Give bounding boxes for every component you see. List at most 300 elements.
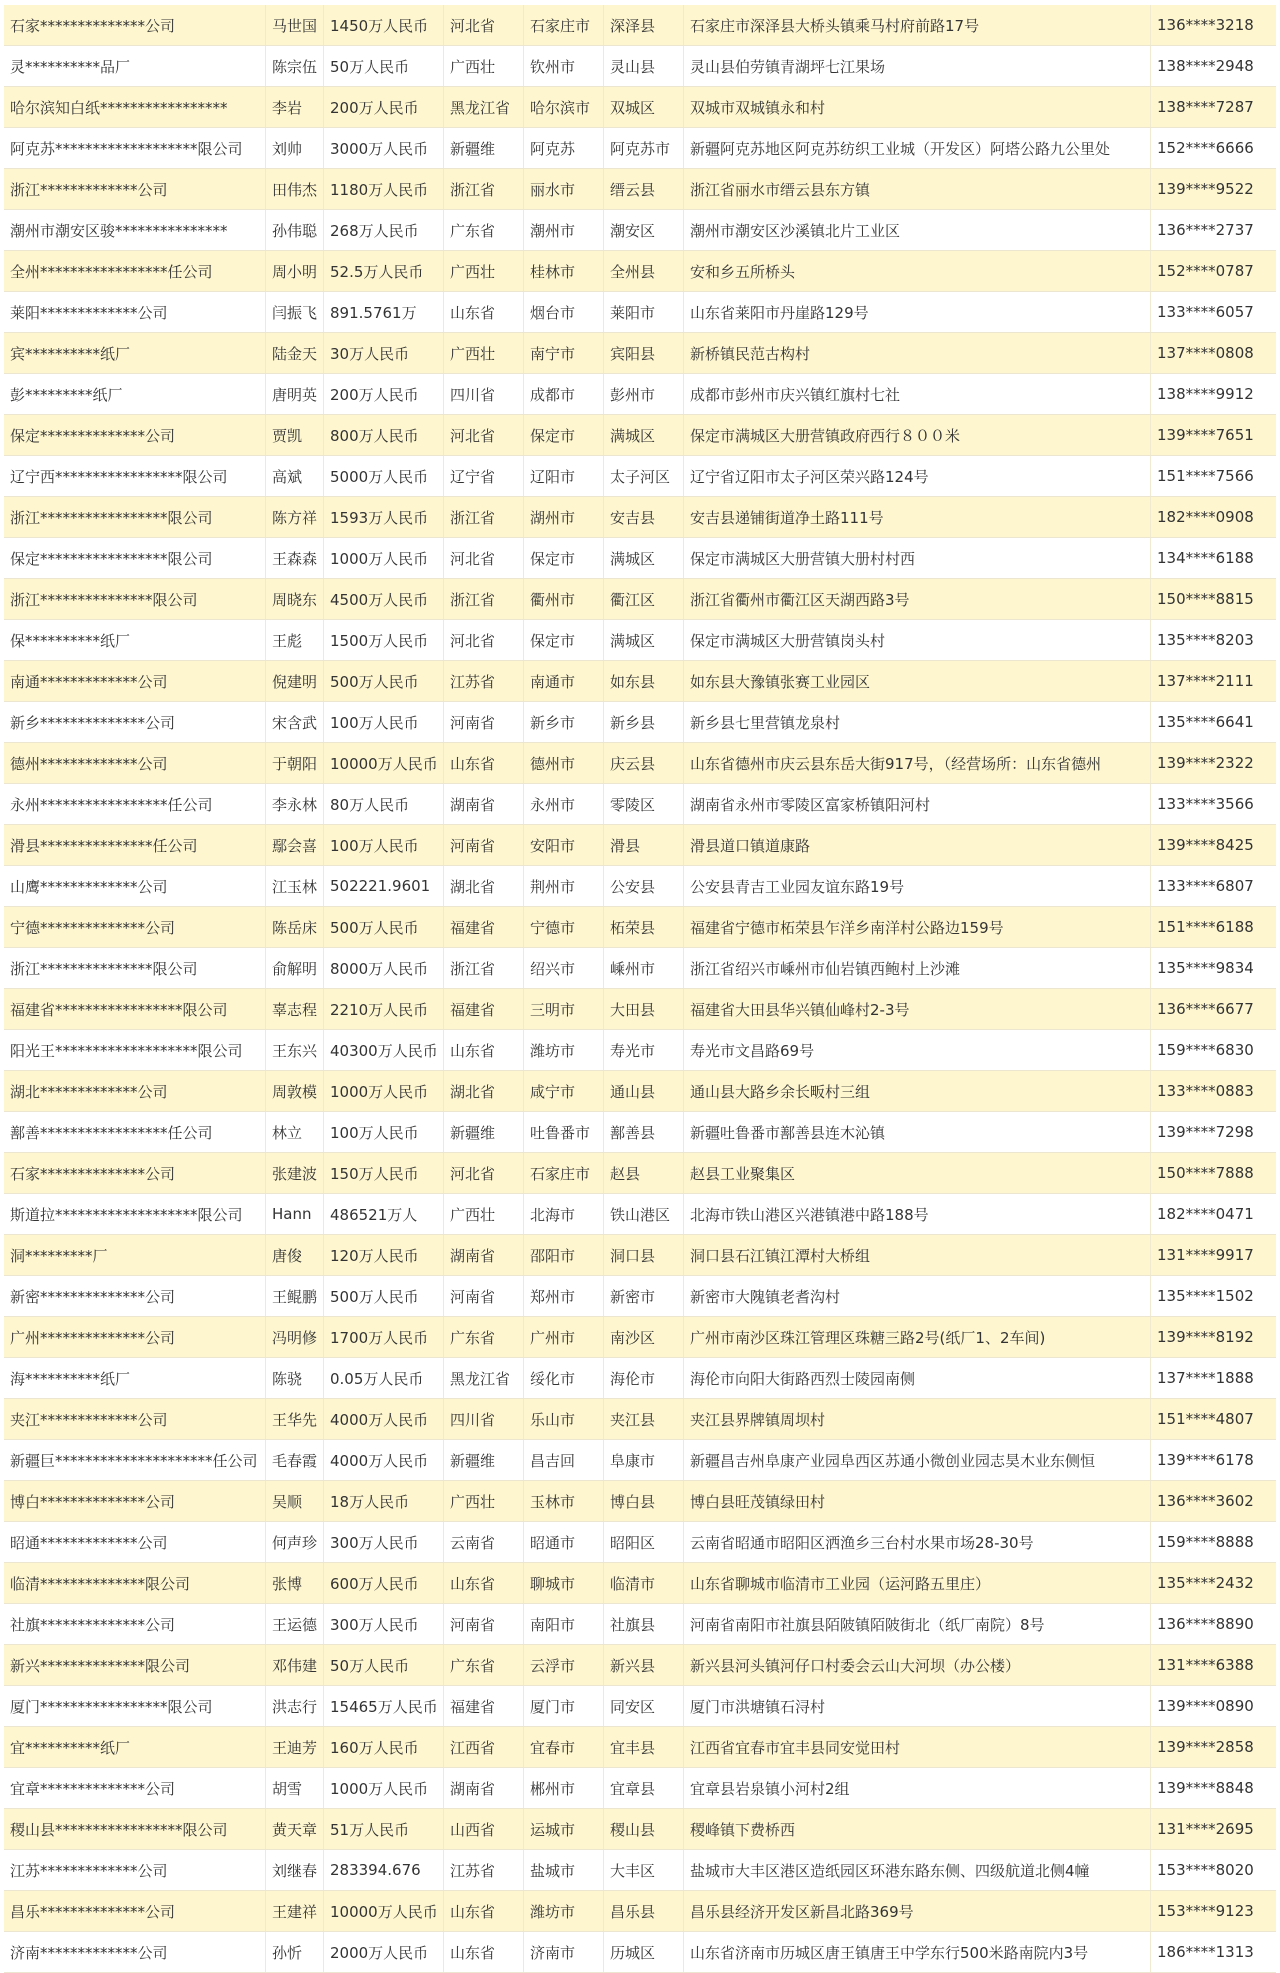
table-row — [4, 169, 1276, 210]
cell-city: 哈尔滨市 — [524, 87, 604, 127]
cell-company-name: 夹江*************公司 — [4, 1399, 266, 1439]
cell-city: 湖州市 — [524, 497, 604, 537]
cell-company-name: 新疆巨*********************任公司 — [4, 1440, 266, 1480]
cell-contact-person: 何声珍 — [266, 1522, 324, 1562]
table-row — [4, 784, 1276, 825]
cell-city: 云浮市 — [524, 1645, 604, 1685]
cell-company-name: 浙江***************限公司 — [4, 579, 266, 619]
cell-company-name: 哈尔滨知白纸***************** — [4, 87, 266, 127]
table-row — [4, 907, 1276, 948]
cell-province: 广东省 — [444, 1645, 524, 1685]
cell-province: 新疆维 — [444, 1112, 524, 1152]
cell-city: 荆州市 — [524, 866, 604, 906]
cell-phone: 133****6057 — [1157, 303, 1254, 321]
cell-district: 新乡县 — [604, 702, 684, 742]
table-row — [4, 661, 1276, 702]
cell-registered-capital: 486521万人 — [324, 1194, 444, 1234]
cell-contact-person: 邓伟建 — [266, 1645, 324, 1685]
cell-contact-person: 王华先 — [266, 1399, 324, 1439]
cell-company-name: 莱阳*************公司 — [4, 292, 266, 332]
cell-city: 昌吉回 — [524, 1440, 604, 1480]
cell-phone: 151****4807 — [1157, 1410, 1254, 1428]
cell-province: 广西壮 — [444, 251, 524, 291]
cell-registered-capital: 100万人民币 — [324, 1112, 444, 1152]
cell-address: 博白县旺茂镇绿田村 — [684, 1481, 1151, 1521]
cell-company-name: 新密**************公司 — [4, 1276, 266, 1316]
cell-phone: 133****6807 — [1157, 877, 1254, 895]
cell-contact-person: 贾凯 — [266, 415, 324, 455]
table-row — [4, 415, 1276, 456]
cell-registered-capital: 50万人民币 — [324, 1645, 444, 1685]
cell-district: 滑县 — [604, 825, 684, 865]
table-row — [4, 948, 1276, 989]
cell-phone: 152****0787 — [1157, 262, 1254, 280]
cell-city: 保定市 — [524, 538, 604, 578]
cell-province: 河南省 — [444, 825, 524, 865]
cell-phone: 139****8192 — [1157, 1328, 1254, 1346]
table-row — [4, 1071, 1276, 1112]
cell-phone: 135****8203 — [1157, 631, 1254, 649]
cell-district: 莱阳市 — [604, 292, 684, 332]
table-row — [4, 1112, 1276, 1153]
cell-registered-capital: 1000万人民币 — [324, 538, 444, 578]
cell-district: 夹江县 — [604, 1399, 684, 1439]
cell-company-name: 浙江***************限公司 — [4, 948, 266, 988]
cell-district: 满城区 — [604, 415, 684, 455]
cell-district: 大丰区 — [604, 1850, 684, 1890]
cell-city: 宜春市 — [524, 1727, 604, 1767]
cell-address: 洞口县石江镇江潭村大桥组 — [684, 1235, 1151, 1275]
cell-phone: 136****6677 — [1157, 1000, 1254, 1018]
cell-address: 盐城市大丰区港区造纸园区环港东路东侧、四级航道北侧4幢 — [684, 1850, 1151, 1890]
cell-phone: 139****7298 — [1157, 1123, 1254, 1141]
cell-phone: 151****6188 — [1157, 918, 1254, 936]
cell-address: 寿光市文昌路69号 — [684, 1030, 1151, 1070]
cell-contact-person: 鄢会喜 — [266, 825, 324, 865]
cell-city: 聊城市 — [524, 1563, 604, 1603]
cell-company-name: 新兴**************限公司 — [4, 1645, 266, 1685]
cell-company-name: 广州**************公司 — [4, 1317, 266, 1357]
cell-phone: 139****8425 — [1157, 836, 1254, 854]
cell-province: 河北省 — [444, 538, 524, 578]
table-row — [4, 87, 1276, 128]
cell-company-name: 潮州市潮安区骏*************** — [4, 210, 266, 250]
cell-registered-capital: 500万人民币 — [324, 661, 444, 701]
cell-district: 洞口县 — [604, 1235, 684, 1275]
cell-company-name: 宾**********纸厂 — [4, 333, 266, 373]
table-row — [4, 1809, 1276, 1850]
cell-city: 北海市 — [524, 1194, 604, 1234]
cell-registered-capital: 10000万人民币 — [324, 1891, 444, 1931]
cell-company-name: 保**********纸厂 — [4, 620, 266, 660]
table-row — [4, 1276, 1276, 1317]
cell-registered-capital: 4500万人民币 — [324, 579, 444, 619]
cell-phone: 139****8848 — [1157, 1779, 1254, 1797]
table-row — [4, 374, 1276, 415]
cell-city: 石家庄市 — [524, 1153, 604, 1193]
cell-phone: 136****8890 — [1157, 1615, 1254, 1633]
cell-address: 如东县大豫镇张赛工业园区 — [684, 661, 1151, 701]
cell-contact-person: 刘继春 — [266, 1850, 324, 1890]
cell-district: 新兴县 — [604, 1645, 684, 1685]
cell-company-name: 浙江*****************限公司 — [4, 497, 266, 537]
cell-district: 嵊州市 — [604, 948, 684, 988]
cell-company-name: 阿克苏*******************限公司 — [4, 128, 266, 168]
cell-company-name: 洞*********厂 — [4, 1235, 266, 1275]
cell-district: 赵县 — [604, 1153, 684, 1193]
table-row — [4, 1727, 1276, 1768]
cell-company-name: 斯道拉*******************限公司 — [4, 1194, 266, 1234]
cell-address: 石家庄市深泽县大桥头镇乘马村府前路17号 — [684, 5, 1151, 45]
cell-company-name: 南通*************公司 — [4, 661, 266, 701]
cell-province: 浙江省 — [444, 948, 524, 988]
cell-registered-capital: 4000万人民币 — [324, 1440, 444, 1480]
cell-contact-person: 唐俊 — [266, 1235, 324, 1275]
cell-district: 昭阳区 — [604, 1522, 684, 1562]
cell-province: 广西壮 — [444, 1194, 524, 1234]
cell-registered-capital: 18万人民币 — [324, 1481, 444, 1521]
cell-district: 新密市 — [604, 1276, 684, 1316]
cell-district: 潮安区 — [604, 210, 684, 250]
cell-phone: 159****6830 — [1157, 1041, 1254, 1059]
cell-city: 南宁市 — [524, 333, 604, 373]
cell-contact-person: 洪志行 — [266, 1686, 324, 1726]
table-row — [4, 538, 1276, 579]
cell-province: 浙江省 — [444, 497, 524, 537]
cell-phone: 139****7651 — [1157, 426, 1254, 444]
cell-contact-person: 王运德 — [266, 1604, 324, 1644]
cell-phone: 139****6178 — [1157, 1451, 1254, 1469]
cell-registered-capital: 100万人民币 — [324, 825, 444, 865]
cell-registered-capital: 150万人民币 — [324, 1153, 444, 1193]
cell-contact-person: 张博 — [266, 1563, 324, 1603]
cell-phone: 151****7566 — [1157, 467, 1254, 485]
cell-province: 湖北省 — [444, 866, 524, 906]
table-row — [4, 1399, 1276, 1440]
cell-province: 山东省 — [444, 1932, 524, 1972]
cell-city: 郑州市 — [524, 1276, 604, 1316]
cell-contact-person: 高斌 — [266, 456, 324, 496]
cell-district: 公安县 — [604, 866, 684, 906]
cell-province: 山东省 — [444, 292, 524, 332]
cell-district: 社旗县 — [604, 1604, 684, 1644]
cell-phone: 139****2322 — [1157, 754, 1254, 772]
cell-address: 成都市彭州市庆兴镇红旗村七社 — [684, 374, 1151, 414]
table-row — [4, 1235, 1276, 1276]
cell-phone: 138****9912 — [1157, 385, 1254, 403]
cell-registered-capital: 30万人民币 — [324, 333, 444, 373]
table-row — [4, 251, 1276, 292]
table-row — [4, 702, 1276, 743]
cell-city: 永州市 — [524, 784, 604, 824]
cell-company-name: 德州*************公司 — [4, 743, 266, 783]
cell-phone: 133****3566 — [1157, 795, 1254, 813]
cell-phone: 150****7888 — [1157, 1164, 1254, 1182]
table-row — [4, 1563, 1276, 1604]
cell-city: 咸宁市 — [524, 1071, 604, 1111]
cell-district: 南沙区 — [604, 1317, 684, 1357]
cell-company-name: 永州*****************任公司 — [4, 784, 266, 824]
cell-city: 绍兴市 — [524, 948, 604, 988]
cell-phone: 182****0908 — [1157, 508, 1254, 526]
cell-district: 宾阳县 — [604, 333, 684, 373]
table-row — [4, 1891, 1276, 1932]
cell-city: 昭通市 — [524, 1522, 604, 1562]
cell-province: 河南省 — [444, 1276, 524, 1316]
cell-contact-person: 王建祥 — [266, 1891, 324, 1931]
cell-registered-capital: 52.5万人民币 — [324, 251, 444, 291]
cell-registered-capital: 600万人民币 — [324, 1563, 444, 1603]
cell-district: 彭州市 — [604, 374, 684, 414]
cell-contact-person: 孙忻 — [266, 1932, 324, 1972]
cell-province: 福建省 — [444, 989, 524, 1029]
cell-city: 郴州市 — [524, 1768, 604, 1808]
cell-phone: 131****2695 — [1157, 1820, 1254, 1838]
cell-registered-capital: 80万人民币 — [324, 784, 444, 824]
cell-contact-person: 宋含武 — [266, 702, 324, 742]
cell-contact-person: 周敦模 — [266, 1071, 324, 1111]
cell-province: 湖南省 — [444, 1235, 524, 1275]
cell-city: 宁德市 — [524, 907, 604, 947]
cell-contact-person: 唐明英 — [266, 374, 324, 414]
cell-city: 绥化市 — [524, 1358, 604, 1398]
cell-address: 山东省济南市历城区唐王镇唐王中学东行500米路南院内3号 — [684, 1932, 1151, 1972]
cell-province: 四川省 — [444, 1399, 524, 1439]
table-row — [4, 1440, 1276, 1481]
cell-city: 乐山市 — [524, 1399, 604, 1439]
cell-contact-person: 毛春霞 — [266, 1440, 324, 1480]
cell-registered-capital: 200万人民币 — [324, 374, 444, 414]
cell-city: 济南市 — [524, 1932, 604, 1972]
cell-province: 河北省 — [444, 5, 524, 45]
cell-phone: 136****3218 — [1157, 16, 1254, 34]
table-row — [4, 46, 1276, 87]
cell-district: 安吉县 — [604, 497, 684, 537]
cell-city: 潍坊市 — [524, 1891, 604, 1931]
cell-city: 桂林市 — [524, 251, 604, 291]
cell-address: 赵县工业聚集区 — [684, 1153, 1151, 1193]
cell-registered-capital: 300万人民币 — [324, 1522, 444, 1562]
cell-phone: 131****6388 — [1157, 1656, 1254, 1674]
cell-phone: 137****2111 — [1157, 672, 1254, 690]
table-row — [4, 579, 1276, 620]
cell-contact-person: 陈方祥 — [266, 497, 324, 537]
cell-province: 江苏省 — [444, 1850, 524, 1890]
cell-district: 阜康市 — [604, 1440, 684, 1480]
cell-company-name: 济南*************公司 — [4, 1932, 266, 1972]
cell-district: 博白县 — [604, 1481, 684, 1521]
cell-district: 双城区 — [604, 87, 684, 127]
cell-registered-capital: 800万人民币 — [324, 415, 444, 455]
cell-phone: 135****2432 — [1157, 1574, 1254, 1592]
cell-province: 江西省 — [444, 1727, 524, 1767]
cell-district: 同安区 — [604, 1686, 684, 1726]
cell-address: 昌乐县经济开发区新昌北路369号 — [684, 1891, 1151, 1931]
cell-city: 安阳市 — [524, 825, 604, 865]
table-row — [4, 989, 1276, 1030]
cell-province: 福建省 — [444, 907, 524, 947]
cell-address: 湖南省永州市零陵区富家桥镇阳河村 — [684, 784, 1151, 824]
cell-district: 稷山县 — [604, 1809, 684, 1849]
cell-province: 新疆维 — [444, 128, 524, 168]
cell-address: 北海市铁山港区兴港镇港中路188号 — [684, 1194, 1151, 1234]
cell-province: 河南省 — [444, 1604, 524, 1644]
cell-registered-capital: 502221.9601 — [324, 866, 444, 906]
cell-district: 全州县 — [604, 251, 684, 291]
cell-contact-person: 马世国 — [266, 5, 324, 45]
cell-province: 广东省 — [444, 210, 524, 250]
cell-city: 辽阳市 — [524, 456, 604, 496]
cell-registered-capital: 1180万人民币 — [324, 169, 444, 209]
cell-district: 宜丰县 — [604, 1727, 684, 1767]
cell-city: 南通市 — [524, 661, 604, 701]
cell-address: 新疆吐鲁番市鄯善县连木沁镇 — [684, 1112, 1151, 1152]
table-row — [4, 497, 1276, 538]
table-row — [4, 128, 1276, 169]
cell-contact-person: 陈宗伍 — [266, 46, 324, 86]
table-row — [4, 1481, 1276, 1522]
cell-registered-capital: 1593万人民币 — [324, 497, 444, 537]
cell-contact-person: 俞解明 — [266, 948, 324, 988]
cell-city: 保定市 — [524, 620, 604, 660]
cell-registered-capital: 1700万人民币 — [324, 1317, 444, 1357]
cell-registered-capital: 40300万人民币 — [324, 1030, 444, 1070]
cell-company-name: 昭通*************公司 — [4, 1522, 266, 1562]
table-row — [4, 1604, 1276, 1645]
cell-company-name: 滑县***************任公司 — [4, 825, 266, 865]
cell-registered-capital: 51万人民币 — [324, 1809, 444, 1849]
cell-company-name: 江苏*************公司 — [4, 1850, 266, 1890]
cell-company-name: 临清**************限公司 — [4, 1563, 266, 1603]
cell-district: 昌乐县 — [604, 1891, 684, 1931]
cell-contact-person: 李岩 — [266, 87, 324, 127]
cell-address: 保定市满城区大册营镇岗头村 — [684, 620, 1151, 660]
cell-contact-person: 陆金天 — [266, 333, 324, 373]
cell-contact-person: 闫振飞 — [266, 292, 324, 332]
cell-address: 厦门市洪塘镇石浔村 — [684, 1686, 1151, 1726]
cell-contact-person: 李永林 — [266, 784, 324, 824]
cell-province: 山东省 — [444, 1891, 524, 1931]
cell-address: 新疆阿克苏地区阿克苏纺织工业城（开发区）阿塔公路九公里处 — [684, 128, 1151, 168]
cell-province: 湖北省 — [444, 1071, 524, 1111]
table-row — [4, 743, 1276, 784]
cell-district: 历城区 — [604, 1932, 684, 1972]
cell-phone: 159****8888 — [1157, 1533, 1254, 1551]
table-row — [4, 825, 1276, 866]
cell-phone: 135****1502 — [1157, 1287, 1254, 1305]
cell-phone: 186****1313 — [1157, 1943, 1254, 1961]
cell-province: 河北省 — [444, 620, 524, 660]
table-row — [4, 1030, 1276, 1071]
cell-registered-capital: 50万人民币 — [324, 46, 444, 86]
cell-district: 深泽县 — [604, 5, 684, 45]
cell-contact-person: 倪建明 — [266, 661, 324, 701]
cell-district: 太子河区 — [604, 456, 684, 496]
company-table — [4, 4, 1276, 1973]
cell-contact-person: 周晓东 — [266, 579, 324, 619]
cell-contact-person: 冯明修 — [266, 1317, 324, 1357]
cell-district: 满城区 — [604, 538, 684, 578]
cell-phone: 139****0890 — [1157, 1697, 1254, 1715]
cell-province: 山东省 — [444, 743, 524, 783]
cell-province: 辽宁省 — [444, 456, 524, 496]
cell-contact-person: 孙伟聪 — [266, 210, 324, 250]
cell-address: 保定市满城区大册营镇大册村村西 — [684, 538, 1151, 578]
cell-city: 南阳市 — [524, 1604, 604, 1644]
cell-contact-person: 王东兴 — [266, 1030, 324, 1070]
cell-city: 烟台市 — [524, 292, 604, 332]
cell-company-name: 辽宁西*****************限公司 — [4, 456, 266, 496]
cell-district: 缙云县 — [604, 169, 684, 209]
cell-registered-capital: 5000万人民币 — [324, 456, 444, 496]
cell-registered-capital: 1000万人民币 — [324, 1768, 444, 1808]
cell-registered-capital: 4000万人民币 — [324, 1399, 444, 1439]
cell-address: 通山县大路乡余长畈村三组 — [684, 1071, 1151, 1111]
cell-province: 湖南省 — [444, 784, 524, 824]
cell-company-name: 博白**************公司 — [4, 1481, 266, 1521]
cell-phone: 135****9834 — [1157, 959, 1254, 977]
cell-city: 三明市 — [524, 989, 604, 1029]
cell-province: 山东省 — [444, 1030, 524, 1070]
cell-registered-capital: 1450万人民币 — [324, 5, 444, 45]
cell-company-name: 昌乐**************公司 — [4, 1891, 266, 1931]
cell-phone: 152****6666 — [1157, 139, 1254, 157]
cell-contact-person: 周小明 — [266, 251, 324, 291]
cell-address: 浙江省衢州市衢江区天湖西路3号 — [684, 579, 1151, 619]
cell-city: 石家庄市 — [524, 5, 604, 45]
cell-city: 潮州市 — [524, 210, 604, 250]
cell-city: 阿克苏 — [524, 128, 604, 168]
cell-address: 江西省宜春市宜丰县同安觉田村 — [684, 1727, 1151, 1767]
cell-district: 宜章县 — [604, 1768, 684, 1808]
table-row — [4, 1358, 1276, 1399]
cell-province: 河南省 — [444, 702, 524, 742]
cell-city: 成都市 — [524, 374, 604, 414]
cell-contact-person: 田伟杰 — [266, 169, 324, 209]
cell-registered-capital: 891.5761万 — [324, 292, 444, 332]
cell-phone: 137****0808 — [1157, 344, 1254, 362]
cell-address: 新密市大隗镇老耆沟村 — [684, 1276, 1151, 1316]
cell-city: 运城市 — [524, 1809, 604, 1849]
cell-province: 江苏省 — [444, 661, 524, 701]
table-row — [4, 5, 1276, 46]
cell-contact-person: 陈岳床 — [266, 907, 324, 947]
cell-address: 福建省宁德市柘荣县乍洋乡南洋村公路边159号 — [684, 907, 1151, 947]
cell-city: 丽水市 — [524, 169, 604, 209]
cell-province: 四川省 — [444, 374, 524, 414]
cell-company-name: 宜章**************公司 — [4, 1768, 266, 1808]
cell-company-name: 石家**************公司 — [4, 5, 266, 45]
cell-city: 保定市 — [524, 415, 604, 455]
cell-address: 安和乡五所桥头 — [684, 251, 1151, 291]
cell-registered-capital: 10000万人民币 — [324, 743, 444, 783]
cell-contact-person: 刘帅 — [266, 128, 324, 168]
cell-registered-capital: 2000万人民币 — [324, 1932, 444, 1972]
cell-address: 夹江县界牌镇周坝村 — [684, 1399, 1151, 1439]
cell-company-name: 社旗**************公司 — [4, 1604, 266, 1644]
cell-registered-capital: 500万人民币 — [324, 907, 444, 947]
cell-province: 广西壮 — [444, 1481, 524, 1521]
cell-address: 新兴县河头镇河仔口村委会云山大河坝（办公楼） — [684, 1645, 1151, 1685]
cell-registered-capital: 500万人民币 — [324, 1276, 444, 1316]
cell-registered-capital: 0.05万人民币 — [324, 1358, 444, 1398]
cell-contact-person: 胡雪 — [266, 1768, 324, 1808]
cell-province: 广西壮 — [444, 333, 524, 373]
table-row — [4, 292, 1276, 333]
cell-contact-person: 辜志程 — [266, 989, 324, 1029]
cell-district: 零陵区 — [604, 784, 684, 824]
cell-city: 盐城市 — [524, 1850, 604, 1890]
